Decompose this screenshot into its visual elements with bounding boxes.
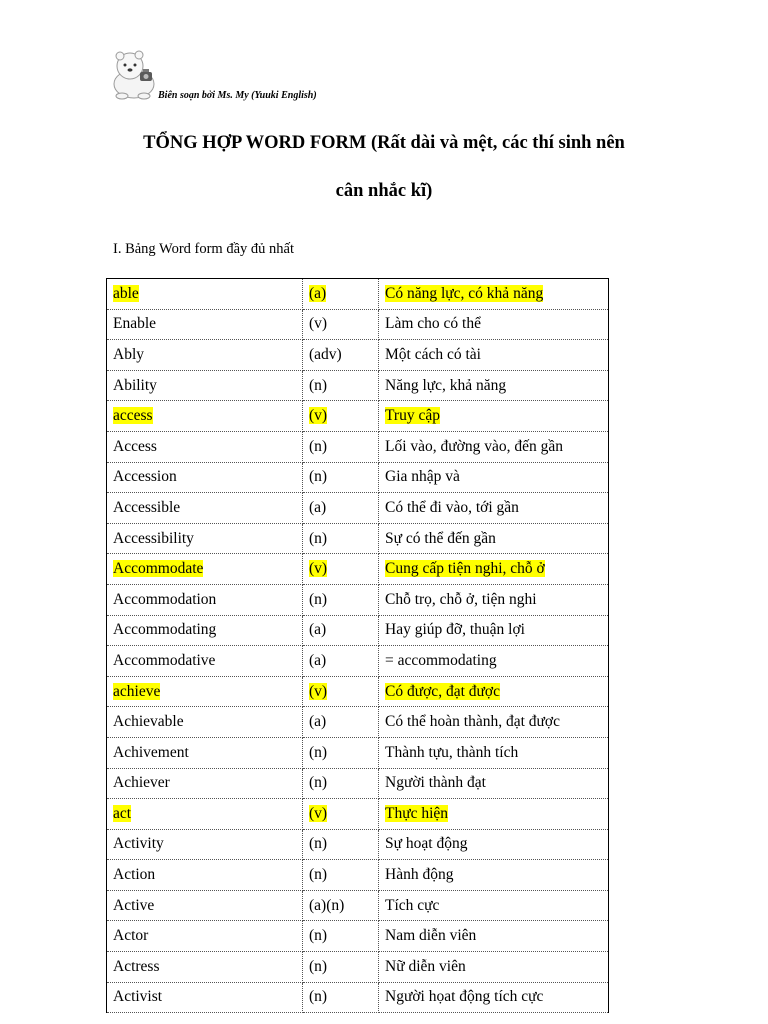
word-cell xyxy=(107,309,303,340)
type-cell xyxy=(303,554,379,585)
table-row xyxy=(107,431,609,462)
word-cell xyxy=(107,829,303,860)
type-cell xyxy=(303,584,379,615)
word-cell-text: Accommodate xyxy=(113,560,204,578)
word-cell-text: Action xyxy=(113,866,156,884)
table-row xyxy=(107,462,609,493)
type-cell xyxy=(303,799,379,830)
word-cell xyxy=(107,799,303,830)
meaning-cell xyxy=(379,921,609,952)
type-cell xyxy=(303,860,379,891)
type-cell-text: (n) xyxy=(309,529,328,547)
table-row xyxy=(107,370,609,401)
table-row xyxy=(107,890,609,921)
meaning-cell xyxy=(379,370,609,401)
word-cell-text: act xyxy=(113,804,132,822)
word-cell xyxy=(107,370,303,401)
type-cell xyxy=(303,309,379,340)
word-cell-text: Active xyxy=(113,896,155,914)
meaning-cell xyxy=(379,523,609,554)
word-cell-text: Achiever xyxy=(113,774,170,792)
type-cell-text: (n) xyxy=(309,774,328,792)
meaning-cell xyxy=(379,737,609,768)
type-cell-text: (n) xyxy=(309,376,328,394)
meaning-cell-text: Có năng lực, có khả năng xyxy=(385,284,544,302)
meaning-cell xyxy=(379,554,609,585)
word-cell-text: achieve xyxy=(113,682,161,700)
document-title-line-1: TỔNG HỢP WORD FORM (Rất dài và mệt, các thí sinh nên xyxy=(143,133,625,153)
type-cell xyxy=(303,493,379,524)
word-cell-text: Achivement xyxy=(113,743,189,761)
word-cell xyxy=(107,952,303,983)
word-cell xyxy=(107,707,303,738)
table-row xyxy=(107,615,609,646)
word-cell xyxy=(107,523,303,554)
word-cell-text: Achievable xyxy=(113,713,184,731)
type-cell xyxy=(303,401,379,432)
type-cell-text: (n) xyxy=(309,590,328,608)
meaning-cell-text: Lối vào, đường vào, đến gần xyxy=(385,437,564,455)
type-cell-text: (n) xyxy=(309,988,328,1006)
type-cell xyxy=(303,370,379,401)
meaning-cell-text: Người thành đạt xyxy=(385,774,486,792)
section-heading: I. Bảng Word form đầy đủ nhất xyxy=(113,241,294,257)
table-row xyxy=(107,952,609,983)
word-cell xyxy=(107,860,303,891)
table-row xyxy=(107,340,609,371)
table-row xyxy=(107,401,609,432)
word-cell-text: Accession xyxy=(113,468,177,486)
word-cell xyxy=(107,340,303,371)
meaning-cell xyxy=(379,768,609,799)
table-row xyxy=(107,584,609,615)
meaning-cell xyxy=(379,309,609,340)
type-cell xyxy=(303,829,379,860)
type-cell-text: (n) xyxy=(309,468,328,486)
word-cell-text: Accessible xyxy=(113,498,181,516)
word-cell xyxy=(107,921,303,952)
table-row xyxy=(107,707,609,738)
word-cell-text: Access xyxy=(113,437,157,455)
type-cell xyxy=(303,646,379,677)
word-cell-text: Activist xyxy=(113,988,163,1006)
meaning-cell xyxy=(379,860,609,891)
meaning-cell-text: = accommodating xyxy=(385,651,497,669)
word-cell xyxy=(107,737,303,768)
table-row xyxy=(107,921,609,952)
table-row xyxy=(107,799,609,830)
word-cell xyxy=(107,493,303,524)
type-cell xyxy=(303,737,379,768)
type-cell-text: (a) xyxy=(309,651,327,669)
type-cell-text: (v) xyxy=(309,682,328,700)
type-cell-text: (n) xyxy=(309,835,328,853)
meaning-cell-text: Gia nhập và xyxy=(385,468,460,486)
meaning-cell xyxy=(379,279,609,310)
type-cell xyxy=(303,707,379,738)
table-row xyxy=(107,860,609,891)
meaning-cell-text: Truy cập xyxy=(385,407,440,425)
word-cell xyxy=(107,615,303,646)
type-cell-text: (n) xyxy=(309,866,328,884)
word-cell xyxy=(107,768,303,799)
word-cell xyxy=(107,646,303,677)
meaning-cell-text: Tích cực xyxy=(385,896,440,914)
word-cell-text: Enable xyxy=(113,315,157,333)
type-cell xyxy=(303,431,379,462)
bear-cartoon-icon xyxy=(108,48,162,100)
table-row xyxy=(107,982,609,1013)
table-row xyxy=(107,829,609,860)
meaning-cell xyxy=(379,340,609,371)
word-cell-text: Activity xyxy=(113,835,164,853)
word-cell xyxy=(107,584,303,615)
type-cell xyxy=(303,340,379,371)
meaning-cell xyxy=(379,707,609,738)
meaning-cell xyxy=(379,890,609,921)
word-cell-text: able xyxy=(113,284,139,302)
meaning-cell-text: Có thể hoàn thành, đạt được xyxy=(385,713,561,731)
meaning-cell xyxy=(379,982,609,1013)
meaning-cell xyxy=(379,462,609,493)
meaning-cell-text: Một cách có tài xyxy=(385,345,481,363)
word-cell xyxy=(107,676,303,707)
table-row xyxy=(107,309,609,340)
word-cell-text: Actress xyxy=(113,957,160,975)
type-cell-text: (n) xyxy=(309,957,328,975)
meaning-cell-text: Thành tựu, thành tích xyxy=(385,743,519,761)
type-cell-text: (v) xyxy=(309,804,328,822)
word-cell-text: Actor xyxy=(113,927,149,945)
author-credit: Biên soạn bởi Ms. My (Yuuki English) xyxy=(158,90,317,101)
word-cell xyxy=(107,982,303,1013)
meaning-cell-text: Năng lực, khả năng xyxy=(385,376,507,394)
type-cell-text: (n) xyxy=(309,743,328,761)
type-cell-text: (a) xyxy=(309,713,327,731)
type-cell xyxy=(303,952,379,983)
word-cell xyxy=(107,890,303,921)
table-row xyxy=(107,279,609,310)
meaning-cell-text: Thực hiện xyxy=(385,804,449,822)
meaning-cell-text: Chỗ trọ, chỗ ở, tiện nghi xyxy=(385,590,537,608)
meaning-cell-text: Người họat động tích cực xyxy=(385,988,544,1006)
meaning-cell-text: Hành động xyxy=(385,866,454,884)
word-cell-text: Ability xyxy=(113,376,157,394)
type-cell xyxy=(303,523,379,554)
word-cell xyxy=(107,279,303,310)
meaning-cell-text: Làm cho có thể xyxy=(385,315,481,333)
meaning-cell xyxy=(379,493,609,524)
table-row xyxy=(107,676,609,707)
word-cell xyxy=(107,462,303,493)
type-cell xyxy=(303,890,379,921)
meaning-cell-text: Nam diễn viên xyxy=(385,927,477,945)
meaning-cell-text: Cung cấp tiện nghi, chỗ ở xyxy=(385,560,545,578)
type-cell-text: (a) xyxy=(309,498,327,516)
type-cell-text: (n) xyxy=(309,927,328,945)
type-cell-text: (adv) xyxy=(309,345,342,363)
word-cell xyxy=(107,554,303,585)
document-title-line-2: cân nhắc kĩ) xyxy=(335,181,433,201)
meaning-cell-text: Sự hoạt động xyxy=(385,835,468,853)
type-cell-text: (v) xyxy=(309,560,328,578)
type-cell xyxy=(303,921,379,952)
meaning-cell xyxy=(379,401,609,432)
type-cell xyxy=(303,982,379,1013)
meaning-cell xyxy=(379,952,609,983)
word-cell-text: Accommodative xyxy=(113,651,216,669)
meaning-cell xyxy=(379,646,609,677)
meaning-cell-text: Nữ diễn viên xyxy=(385,957,466,975)
word-form-table-body xyxy=(107,279,609,1013)
word-cell-text: Accessibility xyxy=(113,529,194,547)
meaning-cell xyxy=(379,799,609,830)
type-cell-text: (n) xyxy=(309,437,328,455)
meaning-cell xyxy=(379,615,609,646)
table-row xyxy=(107,493,609,524)
table-row xyxy=(107,554,609,585)
word-cell-text: Accommodating xyxy=(113,621,217,639)
type-cell-text: (v) xyxy=(309,407,328,425)
word-cell-text: Ably xyxy=(113,345,144,363)
meaning-cell xyxy=(379,829,609,860)
word-cell-text: Accommodation xyxy=(113,590,217,608)
meaning-cell-text: Sự có thể đến gần xyxy=(385,529,496,547)
meaning-cell xyxy=(379,676,609,707)
meaning-cell xyxy=(379,584,609,615)
meaning-cell-text: Có được, đạt được xyxy=(385,682,500,700)
type-cell xyxy=(303,615,379,646)
meaning-cell-text: Có thể đi vào, tới gần xyxy=(385,498,519,516)
table-row xyxy=(107,768,609,799)
type-cell xyxy=(303,462,379,493)
type-cell xyxy=(303,768,379,799)
word-form-table xyxy=(106,278,609,1013)
type-cell xyxy=(303,676,379,707)
meaning-cell xyxy=(379,431,609,462)
type-cell xyxy=(303,279,379,310)
type-cell-text: (v) xyxy=(309,315,328,333)
table-row xyxy=(107,737,609,768)
type-cell-text: (a) xyxy=(309,284,327,302)
meaning-cell-text: Hay giúp đỡ, thuận lợi xyxy=(385,621,525,639)
word-cell xyxy=(107,431,303,462)
table-row xyxy=(107,646,609,677)
word-cell-text: access xyxy=(113,407,153,425)
word-cell xyxy=(107,401,303,432)
table-row xyxy=(107,523,609,554)
type-cell-text: (a)(n) xyxy=(309,896,345,914)
type-cell-text: (a) xyxy=(309,621,327,639)
